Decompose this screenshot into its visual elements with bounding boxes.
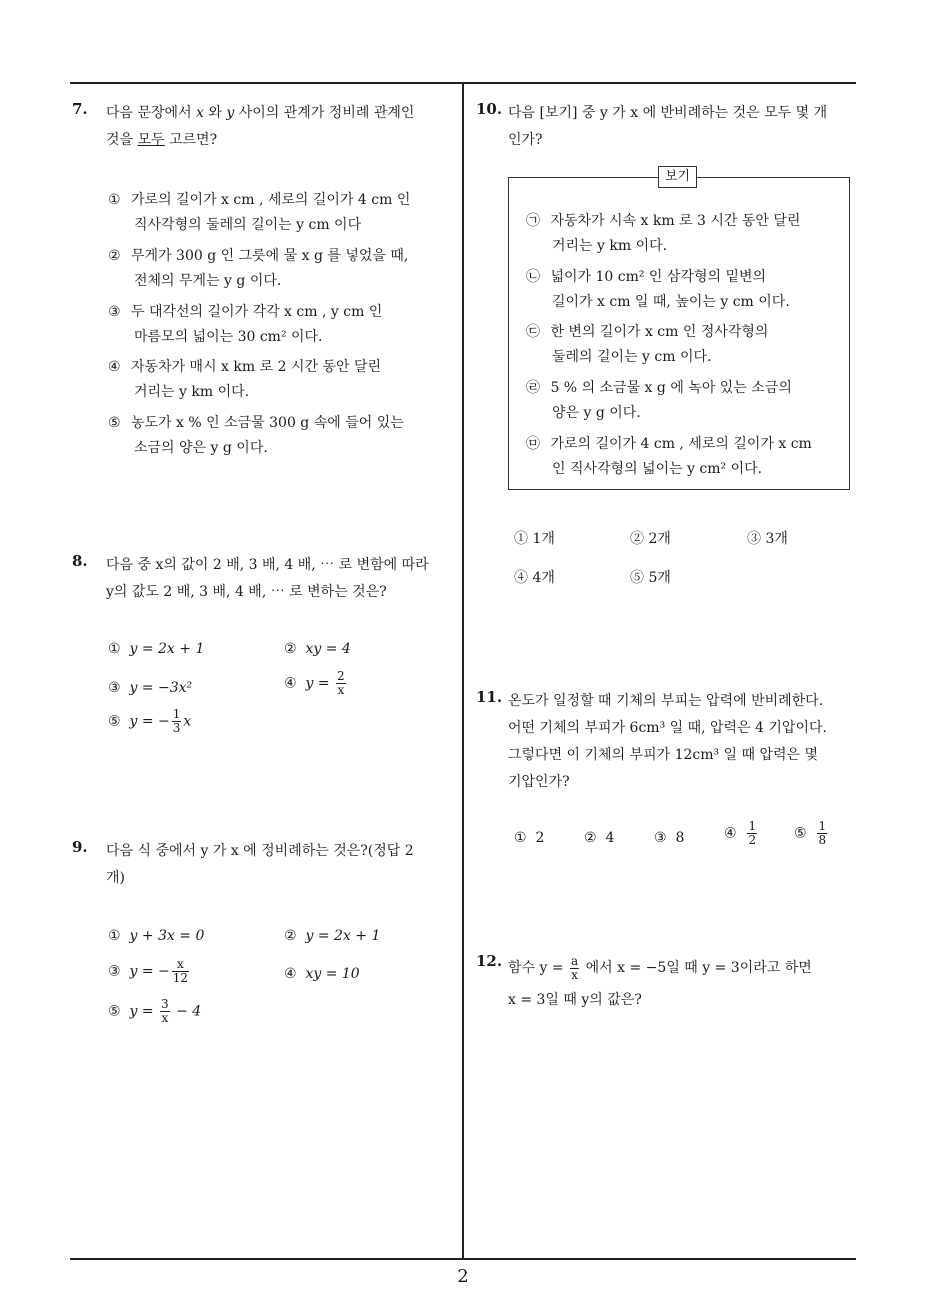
- denominator: x: [337, 683, 345, 697]
- q8-choice-3[interactable]: [108, 676, 192, 700]
- choice-mark: ④: [724, 825, 737, 842]
- item-mark: ㉠: [526, 213, 540, 229]
- denominator: 3: [172, 721, 181, 735]
- text-part: 에서 x = −5일 때 y = 3이라고 하면: [581, 960, 812, 976]
- question-text: [508, 688, 860, 796]
- choice-mark: ④: [284, 675, 297, 692]
- q11-choice-1[interactable]: [514, 826, 544, 850]
- choice-mark: ⑤: [794, 825, 807, 842]
- q10-choice-1[interactable]: ① 1개: [514, 531, 555, 547]
- choice-mark: ②: [108, 248, 121, 264]
- q11-choice-5[interactable]: [794, 820, 829, 847]
- text-line: 인가?: [508, 132, 543, 148]
- question-text: [106, 838, 457, 892]
- text-line: 온도가 일정할 때 기체의 부피는 압력에 반비례한다.: [508, 693, 824, 709]
- choice-mark: ④: [108, 359, 121, 375]
- choice-mark: ③: [654, 830, 667, 846]
- choice-expr: y =: [305, 675, 335, 692]
- q11-choice-2[interactable]: [584, 826, 614, 850]
- question-text: [508, 100, 860, 154]
- text-line: 어떤 기체의 부피가 6cm³ 일 때, 압력은 4 기압이다.: [508, 720, 827, 736]
- choice-mark: ①: [108, 641, 121, 657]
- text-part: 와: [203, 105, 227, 121]
- choice-expr: xy = 4: [305, 641, 351, 657]
- q9-choice-2[interactable]: [284, 924, 380, 948]
- item-mark: ㉤: [526, 436, 540, 452]
- text-line: 개): [106, 870, 125, 886]
- question-number: 12.: [476, 952, 503, 970]
- choice-expr: y + 3x = 0: [129, 928, 205, 944]
- numerator: a: [571, 953, 579, 968]
- item-line: 자동차가 시속 x km 로 3 시간 동안 달린: [550, 213, 801, 229]
- choice-mark: ①: [514, 830, 527, 846]
- q9-choice-3[interactable]: [108, 958, 191, 985]
- item-line: 길이가 x cm 일 때, 높이는 y cm 이다.: [552, 294, 790, 310]
- fraction: [747, 820, 757, 847]
- item-line: 한 변의 길이가 x cm 인 정사각형의: [550, 324, 769, 340]
- bottom-rule: [70, 1258, 856, 1260]
- underlined-word: 모두: [137, 132, 165, 148]
- q8-choice-2[interactable]: [284, 637, 351, 661]
- choice-line: 전체의 무게는 y g 이다.: [134, 273, 282, 289]
- choice-expr: y = 2x + 1: [129, 641, 205, 657]
- choice-mark: ①: [108, 192, 121, 208]
- q10-choice-3[interactable]: ③ 3개: [747, 531, 788, 547]
- q9-choice-5[interactable]: [108, 998, 201, 1025]
- q10-choice-5[interactable]: ⑤ 5개: [630, 570, 671, 586]
- fraction: [336, 670, 346, 697]
- fraction: [172, 958, 189, 985]
- q10-item-4: [526, 376, 792, 426]
- var-y: y: [226, 105, 235, 121]
- choice-line: 두 대각선의 길이가 각각 x cm , y cm 인: [131, 304, 383, 320]
- var-x: x: [196, 105, 204, 121]
- choice-value: 4: [605, 830, 615, 846]
- text-line: 다음 [보기] 중 y 가 x 에 반비례하는 것은 모두 몇 개: [508, 105, 828, 121]
- choice-mark: ②: [284, 928, 297, 944]
- choice-line: 마름모의 넓이는 30 cm² 이다.: [134, 329, 323, 345]
- text-part: 사이의 관계가 정비례 관계인: [234, 105, 415, 121]
- q10-choice-4[interactable]: ④ 4개: [514, 570, 555, 586]
- choice-mark: ④: [284, 966, 297, 982]
- item-line: 가로의 길이가 4 cm , 세로의 길이가 x cm: [550, 436, 812, 452]
- item-line: 5 % 의 소금물 x g 에 녹아 있는 소금의: [550, 380, 792, 396]
- page-number: 2: [457, 1266, 469, 1287]
- item-mark: ㉣: [526, 380, 540, 396]
- choice-expr: y = −: [129, 963, 170, 980]
- item-mark: ㉡: [526, 269, 540, 285]
- numerator: 1: [818, 819, 827, 833]
- item-line: 인 직사각형의 넓이는 y cm² 이다.: [552, 461, 763, 477]
- choice-expr: y = −3x²: [129, 680, 193, 696]
- q9-choice-4[interactable]: [284, 962, 360, 986]
- q7-choice-2[interactable]: [108, 244, 408, 294]
- q8-choice-4[interactable]: [284, 670, 348, 697]
- choice-mark: ⑤: [108, 713, 121, 730]
- question-10: [476, 100, 860, 154]
- text-line: y의 값도 2 배, 3 배, 4 배, ⋯ 로 변하는 것은?: [106, 584, 387, 600]
- question-number: 10.: [476, 100, 503, 118]
- choice-mark: ②: [284, 641, 297, 657]
- text-part: 것을: [106, 132, 138, 148]
- choice-mark: ⑤: [108, 1003, 121, 1020]
- example-box-title: 보기: [658, 166, 697, 188]
- column-divider: [462, 82, 464, 1260]
- choice-expr: y =: [129, 1003, 159, 1020]
- choice-line: 직사각형의 둘레의 길이는 y cm 이다: [134, 217, 362, 233]
- q9-choice-1[interactable]: [108, 924, 204, 948]
- text-line: 그렇다면 이 기체의 부피가 12cm³ 일 때 압력은 몇: [508, 747, 819, 763]
- q10-item-3: [526, 320, 768, 370]
- choice-mark: ⑤: [108, 415, 121, 431]
- choice-expr: xy = 10: [305, 966, 360, 982]
- text-part: 함수 y =: [508, 960, 569, 976]
- question-number: 7.: [72, 100, 88, 118]
- denominator: x: [161, 1011, 169, 1025]
- question-text: [508, 952, 860, 1016]
- q7-choice-4[interactable]: [108, 355, 381, 405]
- question-8: [72, 552, 457, 606]
- text-line: 다음 중 x의 값이 2 배, 3 배, 4 배, ⋯ 로 변함에 따라: [106, 557, 429, 573]
- q7-choice-1[interactable]: [108, 188, 410, 238]
- q11-choice-3[interactable]: [654, 826, 684, 850]
- choice-expr: x: [183, 713, 192, 730]
- numerator: 2: [337, 669, 345, 683]
- item-mark: ㉢: [526, 324, 540, 340]
- q7-choice-3[interactable]: [108, 300, 382, 350]
- choice-expr: y = 2x + 1: [305, 928, 381, 944]
- question-number: 11.: [476, 688, 503, 706]
- numerator: x: [172, 958, 189, 972]
- question-text: [106, 552, 457, 606]
- q10-item-5: [526, 432, 812, 482]
- choice-mark: ③: [108, 963, 121, 980]
- text-line: 다음 식 중에서 y 가 x 에 정비례하는 것은?(정답 2: [106, 843, 414, 859]
- fraction: [817, 820, 827, 847]
- denominator: 12: [172, 971, 189, 985]
- choice-mark: ③: [108, 680, 121, 696]
- choice-mark: ②: [584, 830, 597, 846]
- numerator: 3: [161, 997, 169, 1011]
- question-number: 9.: [72, 838, 88, 856]
- numerator: 1: [748, 819, 757, 833]
- q10-item-1: [526, 209, 800, 259]
- q8-choice-1[interactable]: [108, 637, 204, 661]
- question-12: [476, 952, 860, 1016]
- fraction: [160, 998, 170, 1025]
- question-7: [72, 100, 457, 154]
- text-part: 다음 문장에서: [106, 105, 197, 121]
- text-line: x = 3일 때 y의 값은?: [508, 992, 642, 1008]
- text-part: 고르면?: [164, 132, 218, 148]
- choice-expr: y = −: [129, 713, 170, 730]
- q8-choice-5[interactable]: [108, 708, 191, 735]
- question-11: [476, 688, 860, 796]
- question-text: [106, 100, 457, 154]
- q10-item-2: [526, 265, 790, 315]
- choice-expr: − 4: [171, 1003, 202, 1020]
- denominator: 8: [818, 833, 827, 847]
- numerator: 1: [172, 707, 181, 721]
- choice-line: 거리는 y km 이다.: [134, 384, 250, 400]
- question-9: [72, 838, 457, 892]
- choice-mark: ③: [108, 304, 121, 320]
- q7-choice-5[interactable]: [108, 411, 404, 461]
- choice-line: 소금의 양은 y g 이다.: [134, 440, 268, 456]
- q11-choice-4[interactable]: [724, 820, 759, 847]
- choice-line: 농도가 x % 인 소금물 300 g 속에 들어 있는: [131, 415, 404, 431]
- choice-line: 가로의 길이가 x cm , 세로의 길이가 4 cm 인: [131, 192, 411, 208]
- choice-value: 2: [535, 830, 545, 846]
- item-line: 둘레의 길이는 y cm 이다.: [552, 349, 712, 365]
- denominator: x: [571, 967, 579, 982]
- choice-value: 8: [675, 830, 685, 846]
- choice-line: 자동차가 매시 x km 로 2 시간 동안 달린: [131, 359, 381, 375]
- item-line: 거리는 y km 이다.: [552, 238, 668, 254]
- fraction: [172, 708, 182, 735]
- denominator: 2: [748, 833, 757, 847]
- item-line: 양은 y g 이다.: [552, 405, 641, 421]
- item-line: 넓이가 10 cm² 인 삼각형의 밑변의: [550, 269, 767, 285]
- choice-mark: ①: [108, 928, 121, 944]
- q10-choice-2[interactable]: ② 2개: [630, 531, 671, 547]
- text-line: 기압인가?: [508, 774, 570, 790]
- question-number: 8.: [72, 552, 88, 570]
- choice-line: 무게가 300 g 인 그릇에 물 x g 를 넣었을 때,: [131, 248, 409, 264]
- fraction: [570, 955, 579, 982]
